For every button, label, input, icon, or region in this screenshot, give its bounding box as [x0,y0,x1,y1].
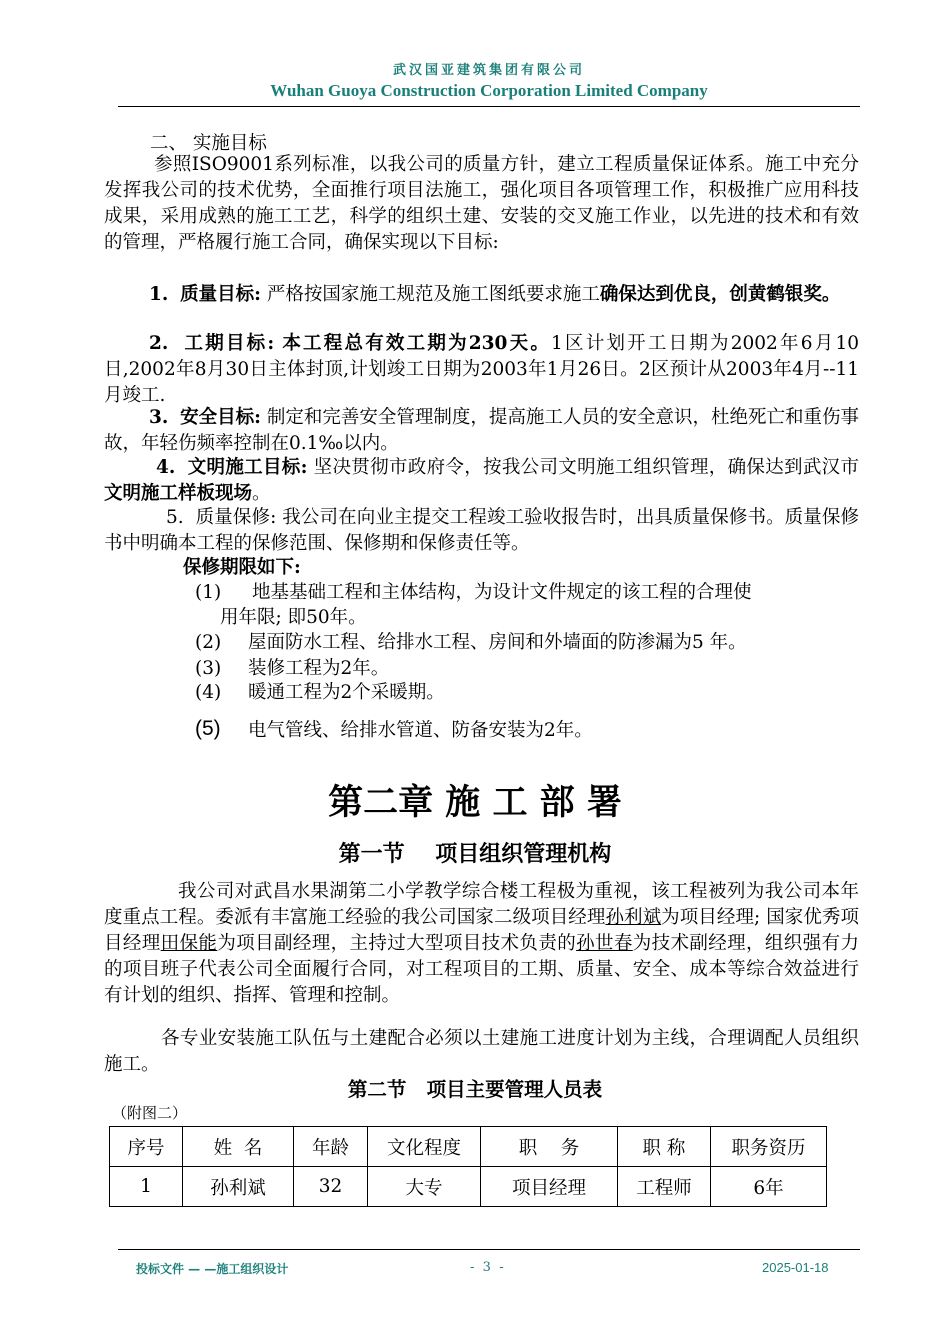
goal-safety [104,405,859,457]
staff-table [109,1126,827,1207]
page-header [118,62,860,102]
footer-rule [118,1249,860,1250]
cell-title: 工程师 [618,1167,711,1207]
goal-safety-text: 制定和完善安全管理制度，提高施工人员的安全意识，杜绝死亡和重伤事故，年轻伤频率控制在0.1‰以内。 [104,407,859,454]
goal-quality-label: 质量目标: [180,284,261,305]
warranty-item-4: 暖通工程为2个采暖期。 [248,682,445,703]
col-header-education: 文化程度 [368,1127,481,1167]
cell-name: 孙利斌 [183,1167,294,1207]
goal-safety-num: 3. [149,407,169,428]
cell-age: 32 [294,1167,368,1207]
header-rule [118,106,860,107]
company-name-en: Wuhan Guoya Construction Corporation Limited Company [270,81,708,100]
warranty-item-2-num: (2) [195,632,222,653]
goal-schedule-emphasis: 本工程总有效工期为230天。 [282,333,552,354]
goal-quality-num: 1. [149,284,169,305]
section-2-title: 第二节 项目主要管理人员表 [347,1078,603,1101]
table-header-row [110,1127,827,1167]
footer-date: 2025-01-18 [762,1260,829,1275]
goal-quality-emphasis: 确保达到优良，创黄鹤银奖。 [599,284,841,305]
cell-position: 项目经理 [481,1167,618,1207]
goal-quality-text: 严格按国家施工规范及施工图纸要求施工 [266,284,600,305]
warranty-item-5: 电气管线、给排水管道、防备安装为2年。 [248,720,593,741]
goal-schedule [104,331,859,409]
col-header-name: 姓 名 [183,1127,294,1167]
org-text-a: 我公司对武昌水果湖第二小学教学综合楼工程极为重视，该工程被列为我公司本年度重点工程。委派有丰富施工经验的我公司国家二级项目经理 [104,881,859,928]
cell-experience: 6年 [711,1167,827,1207]
chapter-title: 第二章 施 工 部 署 [328,782,622,823]
goal-safety-label: 安全目标: [180,407,261,428]
warranty-item-4-num: (4) [195,682,222,703]
deputy-manager-name: 田保能 [160,933,218,954]
goal-schedule-text: 1区计划开工日期为2002年6月10日,2002年8月30日主体封顶,计划竣工日期为2003年1月26日。2区预计从2003年4月--11月竣工. [104,333,860,406]
col-header-age: 年龄 [294,1127,368,1167]
goal-quality [104,282,859,308]
goal-civilized [104,455,859,507]
tech-deputy-name: 孙世春 [576,933,633,954]
coordination-paragraph: 各专业安装施工队伍与土建配合必须以土建施工进度计划为主线，合理调配人员组织施工。 [104,1028,859,1075]
goal-schedule-num: 2. [149,333,169,354]
warranty-item-3-num: (3) [195,658,222,679]
page-number: - 3 - [470,1260,504,1275]
section-heading: 二、 实施目标 [150,133,267,154]
org-text-c: 为项目副经理，主持过大型项目技术负责的 [217,933,577,954]
goal-civilized-emphasis: 文明施工样板现场 [104,483,253,504]
attachment-label: （附图二） [112,1104,188,1122]
goal-civilized-text: 坚决贯彻市政府令，按我公司文明施工组织管理，确保达到武汉市 [313,457,859,478]
goal-civilized-num: 4. [156,457,176,478]
warranty-item-2: 屋面防水工程、给排水工程、房间和外墙面的防渗漏为5 年。 [248,632,747,653]
col-header-position: 职 务 [481,1127,618,1167]
warranty-item-3: 装修工程为2年。 [248,658,390,679]
goal-schedule-label: 工期目标: [184,333,275,354]
intro-paragraph: 参照ISO9001系列标准，以我公司的质量方针，建立工程质量保证体系。施工中充分发挥我公司的技术优势，全面推行项目法施工，强化项目各项管理工作，积极推广应用科技成果，采用成熟的施工工艺，科学的组织土建、安装的交叉施工作业，以先进的技术和有效的管理，严格履行施工合同，确保实现以下目标: [104,154,859,253]
company-name-cn: 武汉国亚建筑集团有限公司 [392,63,585,78]
footer-doc-title: 投标文件 — —施工组织设计 [136,1262,289,1276]
org-text-b: 为项目经理; 国家优秀项目经理 [104,907,859,954]
cell-index: 1 [110,1167,183,1207]
manager-name: 孙利斌 [605,907,662,928]
org-text-d: 为技术副经理，组织强有力的项目班子代表公司全面履行合同，对工程项目的工期、质量、安全、成本等综合效益进行有计划的组织、指挥、管理和控制。 [104,933,859,1006]
goal-warranty-text: 质量保修: 我公司在向业主提交工程竣工验收报告时，出具质量保修书。质量保修书中明确本工程的保修范围、保修期和保修责任等。 [104,507,859,554]
goal-civilized-label: 文明施工目标: [187,457,308,478]
table-row [110,1167,827,1207]
warranty-item-1: 地基基础工程和主体结构，为设计文件规定的该工程的合理使 [252,582,752,603]
warranty-title: 保修期限如下: [183,557,301,578]
warranty-item-1-num: (1) [195,582,222,603]
col-header-title: 职 称 [618,1127,711,1167]
cell-education: 大专 [368,1167,481,1207]
goal-civilized-end: 。 [252,483,271,504]
goal-warranty [104,505,859,557]
col-header-index: 序号 [110,1127,183,1167]
col-header-experience: 职务资历 [711,1127,827,1167]
org-paragraph [104,879,859,1009]
goal-warranty-num: 5. [166,507,184,528]
warranty-item-5-num: (5) [195,717,221,740]
warranty-item-1-cont: 用年限; 即50年。 [220,607,367,628]
section-1-title: 第一节 项目组织管理机构 [338,841,612,867]
